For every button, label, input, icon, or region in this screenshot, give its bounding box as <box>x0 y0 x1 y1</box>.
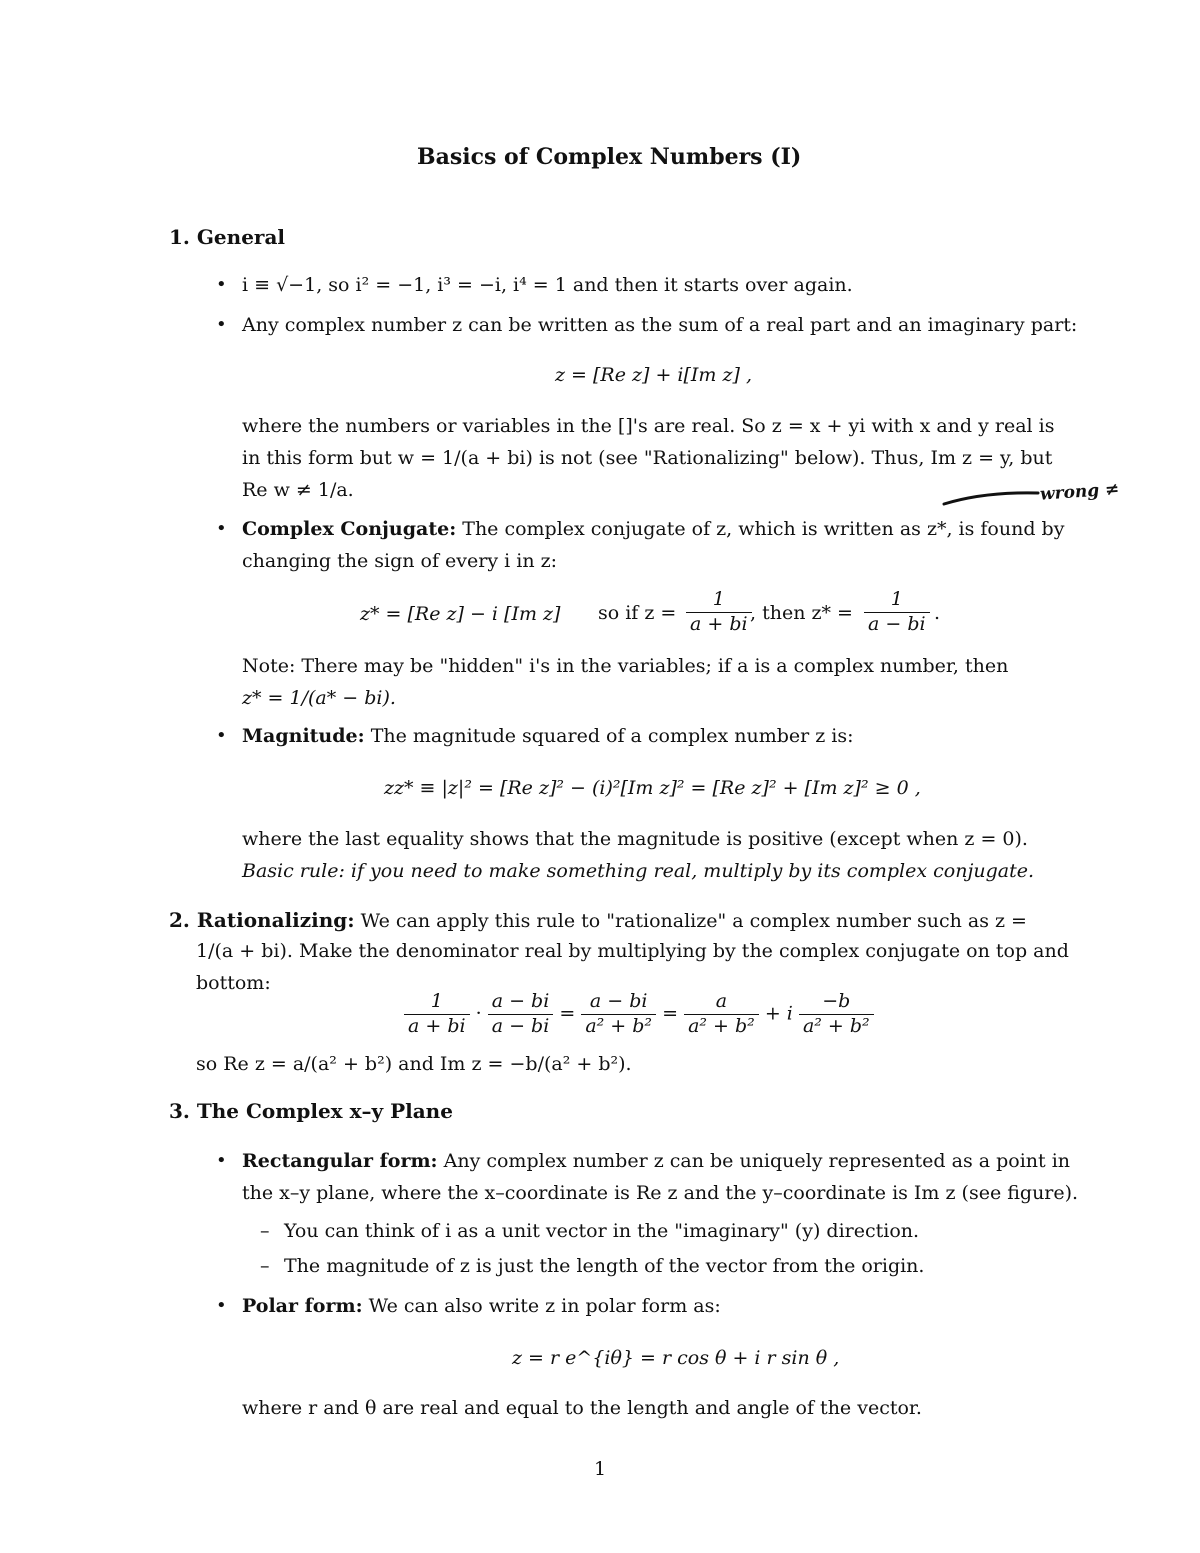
section-2-first-line <box>169 910 1027 931</box>
plus-i: + i <box>764 1002 793 1025</box>
fraction-numerator: a − bi <box>581 990 656 1015</box>
paragraph-line: bottom: <box>196 972 271 994</box>
paragraph-line: so Re z = a/(a² + b²) and Im z = −b/(a² + b²). <box>196 1053 632 1075</box>
conjugate-text: The complex conjugate of z, which is written as z*, is found by <box>462 518 1065 540</box>
section-1-heading: 1. General <box>169 225 286 249</box>
section-3-heading: 3. The Complex x–y Plane <box>169 1099 453 1123</box>
rationalizing-equation <box>404 990 874 1039</box>
conjugate-so-if: so if z = <box>598 602 677 624</box>
sub-bullet-magnitude: – The magnitude of z is just the length of the vector from the origin. <box>284 1257 924 1276</box>
paragraph-line: 1/(a + bi). Make the denominator real by multiplying by the complex conjugate on top and <box>196 940 1069 962</box>
section-2-heading: 2. Rationalizing: <box>169 908 355 932</box>
fraction-denominator: a² + b² <box>688 1014 755 1037</box>
paragraph-line: where r and θ are real and equal to the length and angle of the vector. <box>242 1397 922 1419</box>
bullet-imaginary-unit: • i ≡ √−1, so i² = −1, i³ = −i, i⁴ = 1 and then it starts over again. <box>242 276 853 295</box>
fraction-denominator: a − bi <box>491 1014 550 1037</box>
bullet-rectangular-form <box>242 1152 1070 1171</box>
fraction-numerator: −b <box>799 990 874 1015</box>
note-line: Note: There may be "hidden" i's in the variables; if a is a complex number, then <box>242 655 1009 677</box>
equals-sign: = <box>559 1002 576 1025</box>
page-number: 1 <box>594 1458 607 1480</box>
handwritten-annotation: wrong ≠ <box>1039 479 1120 505</box>
magnitude-text: The magnitude squared of a complex number z is: <box>370 725 854 747</box>
fraction-1-over-a-plus-bi <box>686 588 752 637</box>
conjugate-period: . <box>934 602 941 624</box>
equals-sign: = <box>662 1002 679 1025</box>
fraction-denominator: a + bi <box>408 1014 466 1037</box>
dot-operator: · <box>475 1002 482 1025</box>
fraction-1-over-a-minus-bi <box>864 588 930 637</box>
paragraph-line: the x–y plane, where the x–coordinate is Re z and the y–coordinate is Im z (see figure). <box>242 1182 1079 1204</box>
fraction-numerator: 1 <box>686 588 752 613</box>
conjugate-equation: z* = [Re z] − i [Im z] <box>360 603 561 625</box>
fraction-numerator: a − bi <box>488 990 554 1015</box>
paragraph-line: in this form but w = 1/(a + bi) is not (see "Rationalizing" below). Thus, Im z = y, but <box>242 447 1053 469</box>
basic-rule: Basic rule: if you need to make something real, multiply by its complex conjugate. <box>242 860 1034 882</box>
paragraph-line: where the last equality shows that the magnitude is positive (except when z = 0). <box>242 828 1028 850</box>
paragraph-line: where the numbers or variables in the []'s are real. So z = x + yi with x and y real is <box>242 415 1055 437</box>
note-line: z* = 1/(a* − bi). <box>242 687 396 709</box>
polar-label: Polar form: <box>242 1295 363 1317</box>
fraction-numerator: 1 <box>404 990 470 1015</box>
polar-text: We can also write z in polar form as: <box>368 1295 721 1317</box>
conjugate-then: , then z* = <box>750 602 853 624</box>
rationalizing-text: We can apply this rule to "rationalize" a complex number such as z = <box>360 910 1027 932</box>
polar-equation: z = r e^{iθ} = r cos θ + i r sin θ , <box>512 1347 840 1369</box>
page-title: Basics of Complex Numbers (I) <box>417 144 802 170</box>
fraction-denominator: a² + b² <box>802 1014 870 1037</box>
fraction-numerator: a <box>684 990 759 1015</box>
bullet-magnitude <box>242 727 854 746</box>
bullet-polar-form <box>242 1297 721 1316</box>
fraction-denominator: a² + b² <box>585 1014 653 1037</box>
rectangular-label: Rectangular form: <box>242 1150 438 1172</box>
fraction-denominator: a + bi <box>690 612 748 635</box>
fraction-denominator: a − bi <box>868 612 926 635</box>
sub-bullet-unit-vector: – You can think of i as a unit vector in the "imaginary" (y) direction. <box>284 1222 919 1241</box>
bullet-complex-number: • Any complex number z can be written as the sum of a real part and an imaginary part: <box>242 316 1077 335</box>
paragraph-line: changing the sign of every i in z: <box>242 550 558 572</box>
magnitude-label: Magnitude: <box>242 725 365 747</box>
fraction-numerator: 1 <box>864 588 930 613</box>
rectangular-text: Any complex number z can be uniquely represented as a point in <box>443 1150 1071 1172</box>
bullet-complex-conjugate <box>242 520 1064 539</box>
equation-rectangular: z = [Re z] + i[Im z] , <box>555 364 752 386</box>
paragraph-line: Re w ≠ 1/a. <box>242 479 354 501</box>
magnitude-equation: zz* ≡ |z|² = [Re z]² − (i)²[Im z]² = [Re z]² + [Im z]² ≥ 0 , <box>384 777 921 799</box>
conjugate-label: Complex Conjugate: <box>242 518 457 540</box>
